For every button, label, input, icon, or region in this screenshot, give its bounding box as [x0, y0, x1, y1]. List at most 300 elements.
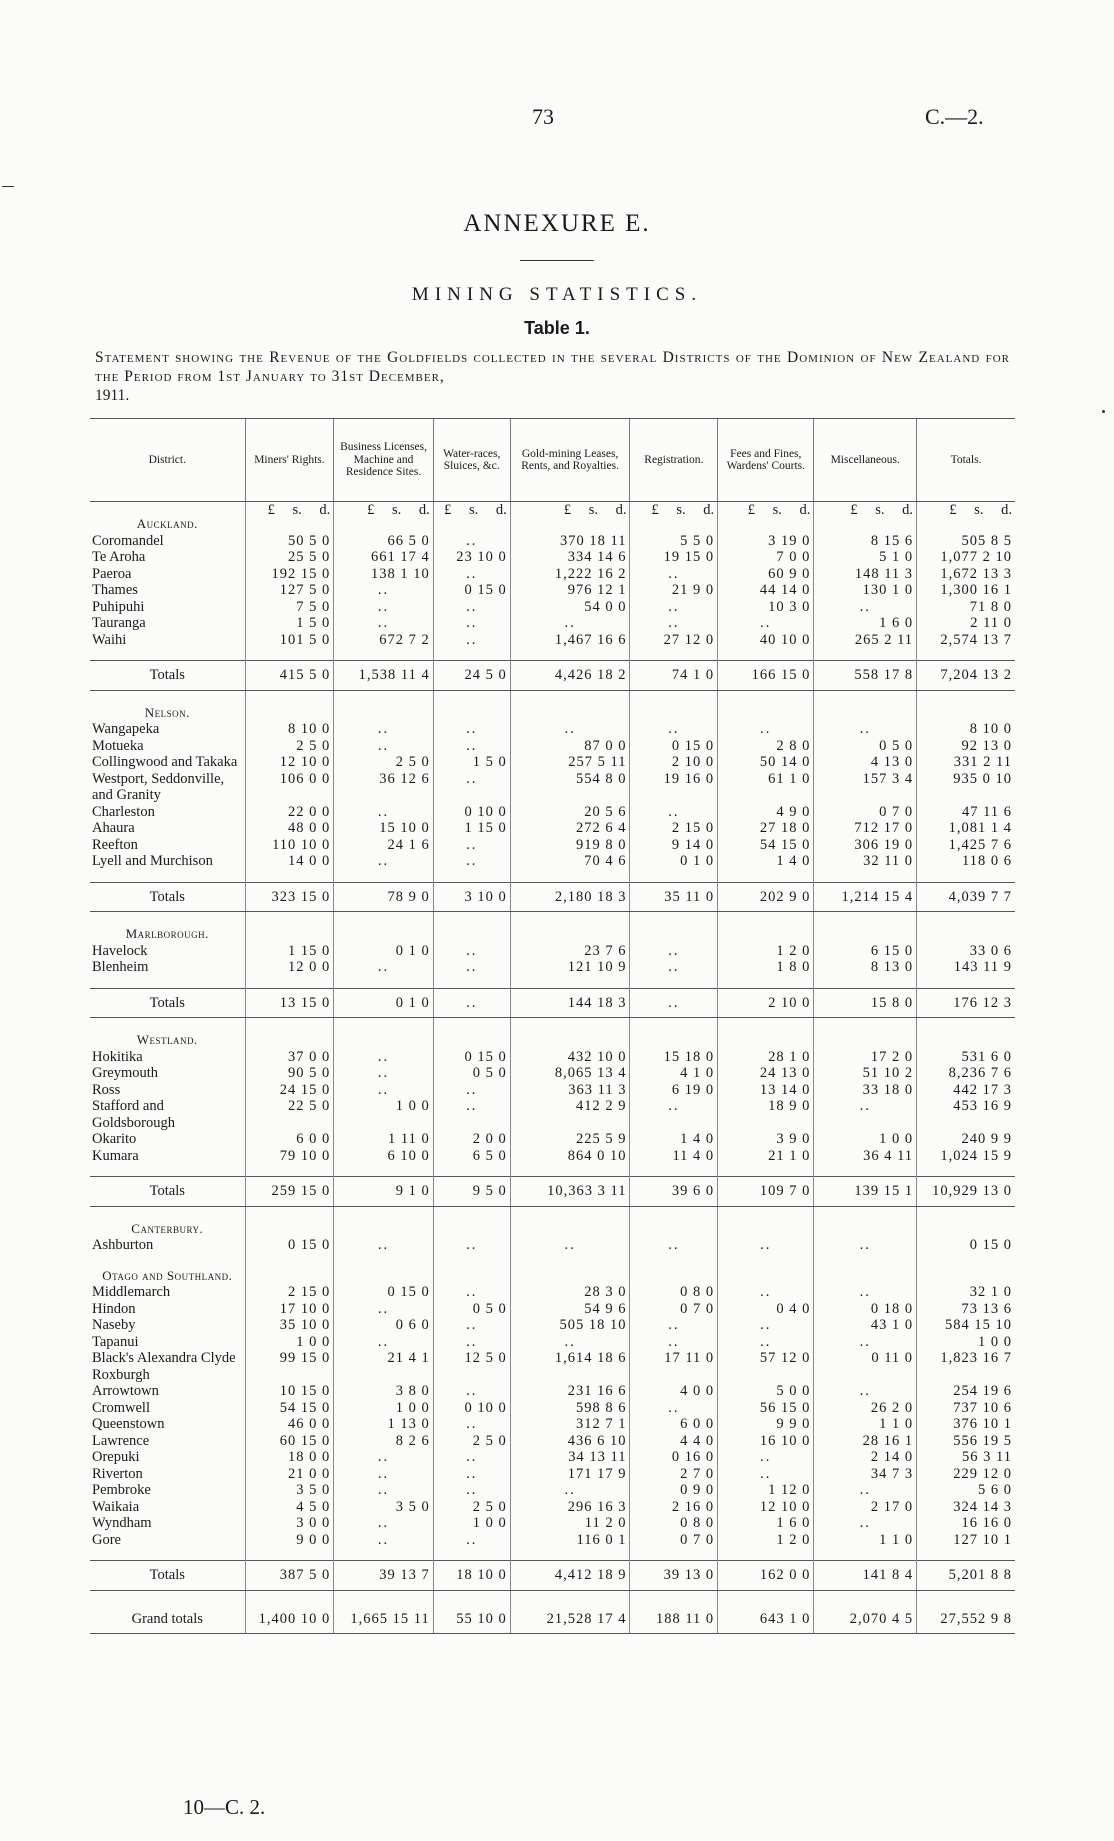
- cell-gold: 598 8 6: [510, 1400, 630, 1417]
- spacer-row: [90, 648, 1015, 661]
- currency-header: £ s. d.: [334, 502, 433, 533]
- currency-header: [245, 1018, 334, 1049]
- total-fees: 2 10 0: [718, 988, 814, 1018]
- cell-water: 2 5 0: [433, 1499, 510, 1516]
- cell-totals: 240 9 9: [917, 1131, 1015, 1148]
- spacer-cell: [814, 1590, 917, 1603]
- cell-gold: 1,614 18 6: [510, 1350, 630, 1383]
- cell-water: 0 5 0: [433, 1301, 510, 1318]
- cell-fees: 27 18 0: [718, 820, 814, 837]
- cell-reg: 2 10 0: [630, 754, 718, 771]
- cell-fees: 1 12 0: [718, 1482, 814, 1499]
- table-row: [90, 837, 1015, 854]
- table-row: [90, 615, 1015, 632]
- title-rule: [520, 260, 594, 261]
- currency-header: [814, 1018, 917, 1049]
- cell-totals: 376 10 1: [917, 1416, 1015, 1433]
- district-name: Wyndham: [92, 1515, 152, 1531]
- district-name: Hokitika: [92, 1048, 143, 1065]
- cell-miners: 99 15 0: [245, 1350, 334, 1383]
- total-gold: 4,426 18 2: [510, 661, 630, 691]
- cell-reg: ..: [630, 599, 718, 616]
- cell-totals: 531 6 0: [917, 1049, 1015, 1066]
- cell-gold: ..: [510, 721, 630, 738]
- cell-reg: 0 9 0: [630, 1482, 718, 1499]
- district-name: Lyell and Murchison: [92, 853, 213, 869]
- cell-water: ..: [433, 1466, 510, 1483]
- total-totals: 4,039 7 7: [917, 882, 1015, 912]
- table-statement: [95, 348, 1010, 405]
- total-water: 18 10 0: [433, 1561, 510, 1591]
- cell-water: 1 0 0: [433, 1515, 510, 1532]
- grand-reg: 188 11 0: [630, 1603, 718, 1634]
- cell-reg: 0 8 0: [630, 1284, 718, 1301]
- cell-business: 1 13 0: [334, 1416, 433, 1433]
- district-name: Black's Alexandra Clyde Roxburgh: [92, 1350, 236, 1383]
- region-total-row: [90, 661, 1015, 691]
- currency-header: £ s. d.: [917, 502, 1015, 533]
- table-header-row: [90, 419, 1015, 502]
- cell-gold: 20 5 6: [510, 804, 630, 821]
- spacer-cell: [334, 976, 433, 989]
- spacer-cell: [90, 648, 245, 661]
- cell-miners: 1 5 0: [245, 615, 334, 632]
- district-name: Riverton: [92, 1465, 143, 1482]
- district-name: Blenheim: [92, 959, 149, 975]
- spacer-cell: [245, 1590, 334, 1603]
- district-name: Okarito: [92, 1131, 137, 1147]
- spacer-cell: [917, 976, 1015, 989]
- currency-header: £ s. d.: [510, 502, 630, 533]
- cell-business: ..: [334, 1532, 433, 1549]
- cell-fees: ..: [718, 1317, 814, 1334]
- cell-miners: 25 5 0: [245, 549, 334, 566]
- cell-gold: 412 2 9: [510, 1098, 630, 1131]
- currency-header: [917, 690, 1015, 721]
- cell-fees: 24 13 0: [718, 1065, 814, 1082]
- col-business-licenses: Business Licenses, Machine and Residence Sites.: [334, 419, 433, 502]
- cell-fees: ..: [718, 1237, 814, 1254]
- cell-gold: ..: [510, 1237, 630, 1254]
- cell-misc: 4 13 0: [814, 754, 917, 771]
- cell-totals: 143 11 9: [917, 959, 1015, 976]
- cell-business: 6 10 0: [334, 1148, 433, 1165]
- district-name: Thames: [92, 582, 138, 598]
- spacer-cell: [917, 870, 1015, 883]
- currency-header: [334, 1254, 433, 1285]
- district-name: Te Aroha: [92, 549, 146, 565]
- cell-misc: 51 10 2: [814, 1065, 917, 1082]
- currency-header: [433, 912, 510, 943]
- spacer-cell: [814, 1164, 917, 1177]
- cell-business: ..: [334, 599, 433, 616]
- table-row: [90, 1515, 1015, 1532]
- cell-reg: ..: [630, 1098, 718, 1131]
- region-name: Nelson.: [144, 704, 190, 720]
- cell-gold: 23 7 6: [510, 943, 630, 960]
- district-name: Middlemarch: [92, 1284, 171, 1300]
- spacer-cell: [433, 1164, 510, 1177]
- cell-miners: 48 0 0: [245, 820, 334, 837]
- spacer-cell: [90, 1590, 245, 1603]
- cell-totals: 1,300 16 1: [917, 582, 1015, 599]
- cell-miners: 9 0 0: [245, 1532, 334, 1549]
- spacer-cell: [814, 648, 917, 661]
- cell-totals: 127 10 1: [917, 1532, 1015, 1549]
- cell-fees: 61 1 0: [718, 771, 814, 804]
- cell-misc: 26 2 0: [814, 1400, 917, 1417]
- district-name: Ross: [92, 1081, 121, 1098]
- currency-header: [814, 1254, 917, 1285]
- cell-misc: 712 17 0: [814, 820, 917, 837]
- total-reg: ..: [630, 988, 718, 1018]
- total-fees: 162 0 0: [718, 1561, 814, 1591]
- cell-reg: 0 8 0: [630, 1515, 718, 1532]
- cell-totals: 5 6 0: [917, 1482, 1015, 1499]
- district-name: Reefton: [92, 836, 138, 853]
- cell-water: ..: [433, 1317, 510, 1334]
- cell-water: ..: [433, 738, 510, 755]
- cell-miners: 79 10 0: [245, 1148, 334, 1165]
- currency-header: £ s. d.: [245, 502, 334, 533]
- region-name: Auckland.: [136, 516, 198, 531]
- cell-water: 2 5 0: [433, 1433, 510, 1450]
- district-name: Havelock: [92, 942, 148, 959]
- currency-header: [433, 1254, 510, 1285]
- cell-gold: 919 8 0: [510, 837, 630, 854]
- cell-misc: 8 13 0: [814, 959, 917, 976]
- cell-gold: ..: [510, 1482, 630, 1499]
- cell-water: ..: [433, 566, 510, 583]
- cell-fees: 1 4 0: [718, 853, 814, 870]
- cell-gold: 70 4 6: [510, 853, 630, 870]
- cell-misc: 32 11 0: [814, 853, 917, 870]
- cell-water: ..: [433, 615, 510, 632]
- total-misc: 558 17 8: [814, 661, 917, 691]
- total-business: 1,538 11 4: [334, 661, 433, 691]
- cell-water: ..: [433, 771, 510, 804]
- document-code: C.—2.: [925, 104, 984, 129]
- spacer-cell: [90, 976, 245, 989]
- cell-water: ..: [433, 1532, 510, 1549]
- cell-misc: 0 5 0: [814, 738, 917, 755]
- currency-header: [718, 1254, 814, 1285]
- col-fees-fines: Fees and Fines, Wardens' Courts.: [718, 419, 814, 502]
- cell-miners: 2 5 0: [245, 738, 334, 755]
- totals-label: Totals: [90, 1561, 245, 1591]
- cell-fees: 5 0 0: [718, 1383, 814, 1400]
- district-name: Collingwood and Takaka: [92, 754, 238, 770]
- currency-header: £ s. d.: [718, 502, 814, 533]
- currency-header: [433, 1018, 510, 1049]
- cell-totals: 331 2 11: [917, 754, 1015, 771]
- currency-header: [334, 912, 433, 943]
- cell-business: 138 1 10: [334, 566, 433, 583]
- table-row: [90, 566, 1015, 583]
- region-total-row: [90, 988, 1015, 1018]
- currency-header: [334, 1206, 433, 1237]
- total-misc: 141 8 4: [814, 1561, 917, 1591]
- cell-miners: 8 10 0: [245, 721, 334, 738]
- cell-water: 0 10 0: [433, 804, 510, 821]
- region-heading-row: [90, 690, 1015, 721]
- cell-gold: 370 18 11: [510, 533, 630, 550]
- district-name: Greymouth: [92, 1065, 159, 1081]
- cell-misc: 33 18 0: [814, 1082, 917, 1099]
- cell-gold: 11 2 0: [510, 1515, 630, 1532]
- cell-reg: ..: [630, 1400, 718, 1417]
- cell-fees: 16 10 0: [718, 1433, 814, 1450]
- cell-water: 0 15 0: [433, 582, 510, 599]
- cell-miners: 22 0 0: [245, 804, 334, 821]
- total-water: ..: [433, 988, 510, 1018]
- spacer-cell: [630, 976, 718, 989]
- cell-fees: 12 10 0: [718, 1499, 814, 1516]
- cell-miners: 6 0 0: [245, 1131, 334, 1148]
- cell-totals: 73 13 6: [917, 1301, 1015, 1318]
- table-row: [90, 1499, 1015, 1516]
- cell-gold: 1,222 16 2: [510, 566, 630, 583]
- spacer-cell: [814, 976, 917, 989]
- cell-misc: 28 16 1: [814, 1433, 917, 1450]
- cell-fees: 40 10 0: [718, 632, 814, 649]
- cell-gold: 257 5 11: [510, 754, 630, 771]
- margin-mark-left: [2, 186, 14, 187]
- cell-misc: ..: [814, 1383, 917, 1400]
- currency-header: £ s. d.: [630, 502, 718, 533]
- total-water: 3 10 0: [433, 882, 510, 912]
- cell-water: ..: [433, 1482, 510, 1499]
- cell-water: ..: [433, 1284, 510, 1301]
- cell-reg: 2 15 0: [630, 820, 718, 837]
- cell-miners: 192 15 0: [245, 566, 334, 583]
- cell-fees: 3 19 0: [718, 533, 814, 550]
- cell-reg: 2 7 0: [630, 1466, 718, 1483]
- table-row: [90, 1433, 1015, 1450]
- cell-water: ..: [433, 837, 510, 854]
- cell-fees: 28 1 0: [718, 1049, 814, 1066]
- cell-fees: 1 6 0: [718, 1515, 814, 1532]
- cell-totals: 8 10 0: [917, 721, 1015, 738]
- cell-reg: 2 16 0: [630, 1499, 718, 1516]
- cell-water: ..: [433, 721, 510, 738]
- margin-mark-right: [1102, 410, 1105, 413]
- total-water: 24 5 0: [433, 661, 510, 691]
- region-heading-row: [90, 1254, 1015, 1285]
- cell-miners: 90 5 0: [245, 1065, 334, 1082]
- district-name: Ahaura: [92, 820, 135, 836]
- table-label: Table 1.: [524, 318, 590, 338]
- cell-misc: 157 3 4: [814, 771, 917, 804]
- total-gold: 10,363 3 11: [510, 1177, 630, 1207]
- cell-misc: 0 18 0: [814, 1301, 917, 1318]
- col-miscellaneous: Miscellaneous.: [814, 419, 917, 502]
- cell-miners: 54 15 0: [245, 1400, 334, 1417]
- cell-totals: 71 8 0: [917, 599, 1015, 616]
- spacer-row: [90, 1164, 1015, 1177]
- table-row: [90, 1350, 1015, 1383]
- currency-header: [814, 690, 917, 721]
- cell-miners: 127 5 0: [245, 582, 334, 599]
- table-row: [90, 582, 1015, 599]
- cell-water: 1 15 0: [433, 820, 510, 837]
- grand-business: 1,665 15 11: [334, 1603, 433, 1634]
- cell-gold: 1,467 16 6: [510, 632, 630, 649]
- cell-water: 0 10 0: [433, 1400, 510, 1417]
- spacer-cell: [718, 870, 814, 883]
- currency-header: [814, 912, 917, 943]
- spacer-cell: [630, 1164, 718, 1177]
- cell-gold: 505 18 10: [510, 1317, 630, 1334]
- cell-water: ..: [433, 1449, 510, 1466]
- cell-fees: 3 9 0: [718, 1131, 814, 1148]
- statement-year: 1911.: [95, 387, 130, 404]
- cell-business: 2 5 0: [334, 754, 433, 771]
- region-heading-row: [90, 912, 1015, 943]
- table-row: [90, 1449, 1015, 1466]
- col-water-races: Water-races, Sluices, &c.: [433, 419, 510, 502]
- currency-header: [718, 912, 814, 943]
- table-row: [90, 1532, 1015, 1549]
- table-row: [90, 943, 1015, 960]
- cell-totals: 0 15 0: [917, 1237, 1015, 1254]
- table-row: [90, 1400, 1015, 1417]
- cell-gold: 28 3 0: [510, 1284, 630, 1301]
- cell-fees: 54 15 0: [718, 837, 814, 854]
- spacer-cell: [917, 648, 1015, 661]
- cell-business: 15 10 0: [334, 820, 433, 837]
- cell-fees: 56 15 0: [718, 1400, 814, 1417]
- total-reg: 39 13 0: [630, 1561, 718, 1591]
- cell-fees: 7 0 0: [718, 549, 814, 566]
- district-name: Queenstown: [92, 1416, 165, 1432]
- spacer-cell: [510, 870, 630, 883]
- cell-water: ..: [433, 632, 510, 649]
- cell-reg: ..: [630, 804, 718, 821]
- grand-totals: 27,552 9 8: [917, 1603, 1015, 1634]
- spacer-cell: [917, 1164, 1015, 1177]
- cell-miners: 22 5 0: [245, 1098, 334, 1131]
- district-name: Puhipuhi: [92, 598, 145, 615]
- cell-misc: 43 1 0: [814, 1317, 917, 1334]
- cell-reg: 0 7 0: [630, 1301, 718, 1318]
- cell-fees: ..: [718, 1334, 814, 1351]
- table-row: [90, 1131, 1015, 1148]
- cell-business: ..: [334, 853, 433, 870]
- spacer-cell: [90, 870, 245, 883]
- cell-gold: 8,065 13 4: [510, 1065, 630, 1082]
- cell-reg: 4 4 0: [630, 1433, 718, 1450]
- cell-totals: 92 13 0: [917, 738, 1015, 755]
- total-miners: 13 15 0: [245, 988, 334, 1018]
- table-row: [90, 1334, 1015, 1351]
- cell-gold: 432 10 0: [510, 1049, 630, 1066]
- table-row: [90, 721, 1015, 738]
- cell-miners: 106 0 0: [245, 771, 334, 804]
- table-row: [90, 533, 1015, 550]
- cell-business: 0 6 0: [334, 1317, 433, 1334]
- cell-miners: 2 15 0: [245, 1284, 334, 1301]
- total-business: 9 1 0: [334, 1177, 433, 1207]
- table-row: [90, 1317, 1015, 1334]
- cell-fees: 2 8 0: [718, 738, 814, 755]
- grand-misc: 2,070 4 5: [814, 1603, 917, 1634]
- cell-fees: 44 14 0: [718, 582, 814, 599]
- cell-reg: 0 16 0: [630, 1449, 718, 1466]
- cell-misc: 1 6 0: [814, 615, 917, 632]
- table-row: [90, 1482, 1015, 1499]
- district-name: Coromandel: [92, 532, 164, 549]
- cell-totals: 324 14 3: [917, 1499, 1015, 1516]
- total-gold: 2,180 18 3: [510, 882, 630, 912]
- spacer-cell: [718, 648, 814, 661]
- district-name: Westport, Seddonville, and Granity: [92, 770, 225, 803]
- cell-business: ..: [334, 1237, 433, 1254]
- spacer-cell: [917, 1548, 1015, 1561]
- cell-fees: 1 2 0: [718, 1532, 814, 1549]
- cell-totals: 453 16 9: [917, 1098, 1015, 1131]
- table-row: [90, 754, 1015, 771]
- cell-misc: 17 2 0: [814, 1049, 917, 1066]
- cell-business: 8 2 6: [334, 1433, 433, 1450]
- cell-totals: 1,077 2 10: [917, 549, 1015, 566]
- cell-gold: ..: [510, 615, 630, 632]
- cell-fees: 1 8 0: [718, 959, 814, 976]
- cell-miners: 1 15 0: [245, 943, 334, 960]
- spacer-cell: [814, 870, 917, 883]
- total-miners: 323 15 0: [245, 882, 334, 912]
- cell-business: ..: [334, 1082, 433, 1099]
- page-number: 73: [532, 104, 554, 129]
- table-row: [90, 632, 1015, 649]
- cell-reg: ..: [630, 566, 718, 583]
- currency-header: [245, 690, 334, 721]
- cell-reg: ..: [630, 1237, 718, 1254]
- district-name: Ashburton: [92, 1237, 154, 1253]
- cell-misc: ..: [814, 1334, 917, 1351]
- spacer-cell: [245, 1164, 334, 1177]
- spacer-cell: [433, 1548, 510, 1561]
- total-miners: 415 5 0: [245, 661, 334, 691]
- cell-gold: 363 11 3: [510, 1082, 630, 1099]
- cell-miners: 60 15 0: [245, 1433, 334, 1450]
- cell-business: ..: [334, 1301, 433, 1318]
- cell-totals: 229 12 0: [917, 1466, 1015, 1483]
- cell-totals: 584 15 10: [917, 1317, 1015, 1334]
- col-miners-rights: Miners' Rights.: [245, 419, 334, 502]
- cell-business: ..: [334, 1065, 433, 1082]
- cell-miners: 12 0 0: [245, 959, 334, 976]
- cell-miners: 12 10 0: [245, 754, 334, 771]
- cell-totals: 442 17 3: [917, 1082, 1015, 1099]
- annexure-title: ANNEXURE E.: [463, 210, 651, 237]
- cell-gold: 54 0 0: [510, 599, 630, 616]
- currency-header: [433, 690, 510, 721]
- cell-water: ..: [433, 533, 510, 550]
- cell-water: 12 5 0: [433, 1350, 510, 1383]
- spacer-cell: [334, 1164, 433, 1177]
- total-business: 0 1 0: [334, 988, 433, 1018]
- currency-header: [433, 1206, 510, 1237]
- total-gold: 144 18 3: [510, 988, 630, 1018]
- cell-miners: 46 0 0: [245, 1416, 334, 1433]
- cell-misc: 0 11 0: [814, 1350, 917, 1383]
- region-heading-row: [90, 502, 1015, 533]
- cell-fees: 60 9 0: [718, 566, 814, 583]
- cell-gold: 554 8 0: [510, 771, 630, 804]
- cell-reg: 19 16 0: [630, 771, 718, 804]
- cell-totals: 1,081 1 4: [917, 820, 1015, 837]
